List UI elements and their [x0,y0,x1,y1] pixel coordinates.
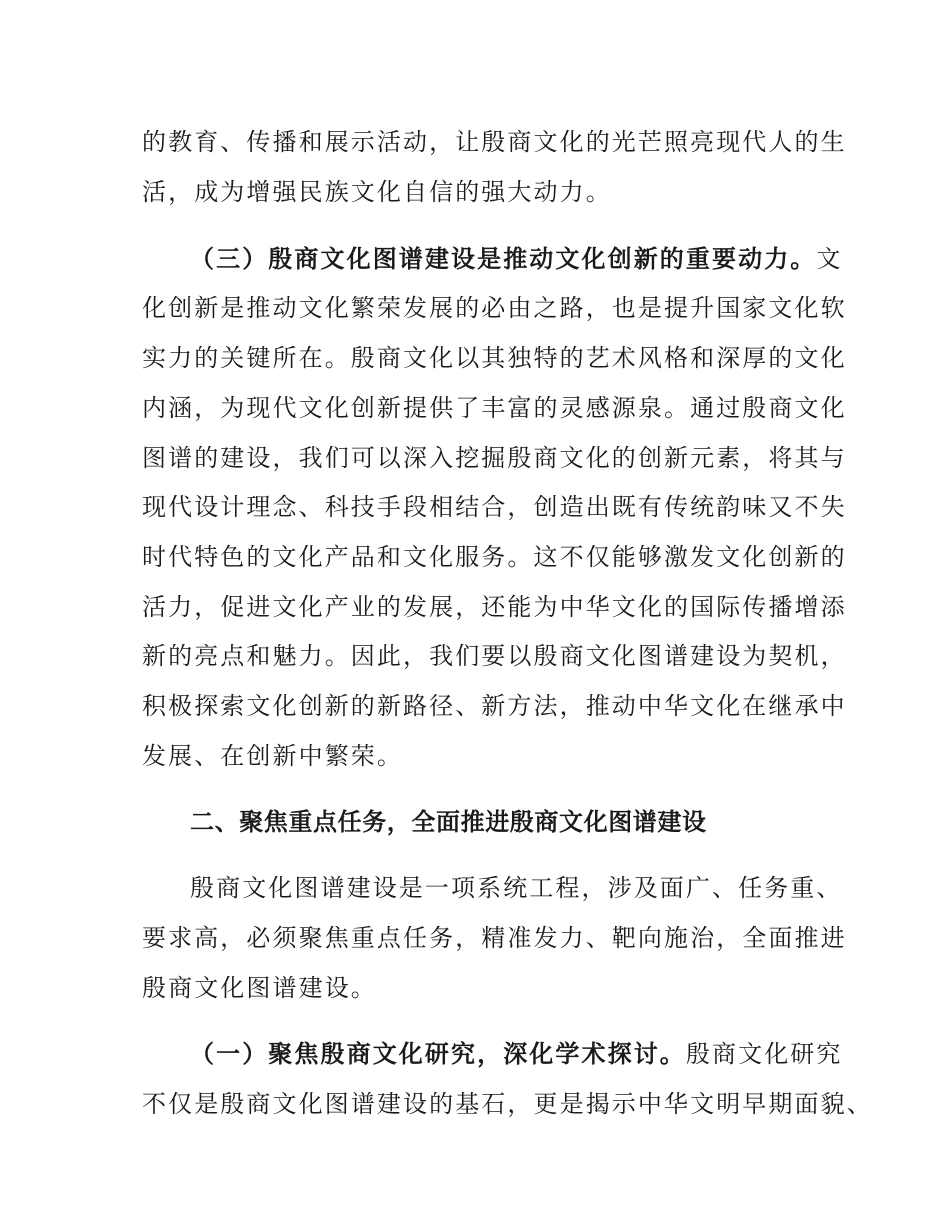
paragraph-line: 要求高，必须聚焦重点任务，精准发力、靶向施治，全面推进 [142,924,847,952]
paragraph-line: 活力，促进文化产业的发展，还能为中华文化的国际传播增添 [142,593,847,621]
paragraph-line: 化创新是推动文化繁荣发展的必由之路，也是提升国家文化软 [142,294,847,322]
paragraph-line: 积极探索文化创新的新路径、新方法，推动中华文化在继承中 [142,692,847,720]
paragraph-line: 活，成为增强民族文化自信的强大动力。 [142,178,612,206]
paragraph-line: 新的亮点和魅力。因此，我们要以殷商文化图谱建设为契机， [142,642,847,670]
paragraph-line: 发展、在创新中繁荣。 [142,742,403,770]
paragraph-line: 的教育、传播和展示活动，让殷商文化的光芒照亮现代人的生 [142,128,847,156]
paragraph-line: 不仅是殷商文化图谱建设的基石，更是揭示中华文明早期面貌、 [142,1090,873,1118]
subheading-one: （一）聚焦殷商文化研究，深化学术探讨。 [190,1040,686,1068]
paragraph-line: 殷商文化图谱建设是一项系统工程，涉及面广、任务重、 [190,874,843,902]
paragraph-line: 殷商文化研究 [685,1040,843,1068]
paragraph-line: 殷商文化图谱建设。 [142,974,377,1002]
paragraph-line: 实力的关键所在。殷商文化以其独特的艺术风格和深厚的文化 [142,344,847,372]
section-heading: 二、聚焦重点任务，全面推进殷商文化图谱建设 [190,808,707,836]
paragraph-line: 时代特色的文化产品和文化服务。这不仅能够激发文化创新的 [142,543,847,571]
subheading-paragraph [190,1039,843,1069]
paragraph-line: 现代设计理念、科技手段相结合，创造出既有传统韵味又不失 [142,493,847,521]
paragraph-line: 文 [816,245,843,273]
paragraph-line: 内涵，为现代文化创新提供了丰富的灵感源泉。通过殷商文化 [142,394,847,422]
subheading-paragraph [190,244,843,274]
subheading-three: （三）殷商文化图谱建设是推动文化创新的重要动力。 [190,245,817,273]
paragraph-line: 图谱的建设，我们可以深入挖掘殷商文化的创新元素，将其与 [142,444,847,472]
